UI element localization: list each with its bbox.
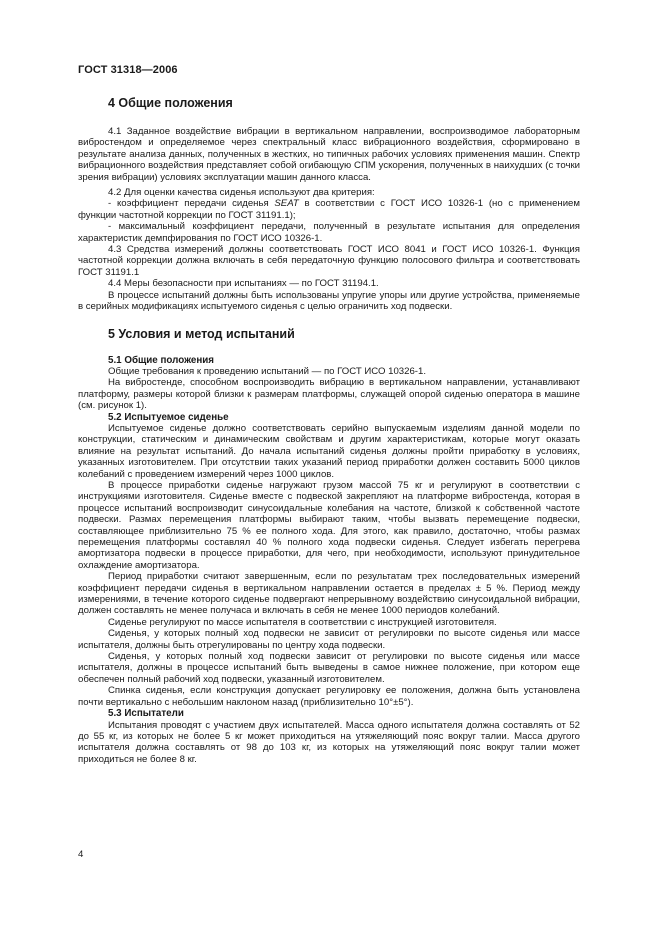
clause-5-2-para-3: Период приработки считают завершенным, если по результатам трех последовательных измерений коэффициент передачи сиденья в вертикальном направлении остается в пределах ± 5 %. Период между измерениями, в течение которого сиденье подвергают непрерывному воздействию синусоидальной вибрации, должен составлять не менее получаса и включать в себя не менее 1000 периодов колебаний. — [78, 571, 580, 617]
clause-5-2-para-2: В процессе приработки сиденье нагружают грузом массой 75 кг и регулируют в соответствии с инструкциями изготовителя. Сиденье вместе с подвеской закрепляют на платформе вибростенда, которая в процессе испытаний воспроизводит синусоидальные колебания на частоте, близкой к собственной частоте подвески. Размах перемещения платформы выбирают таким, чтобы вызвать перемещение подвески, составляющее приблизительно 75 % ее полного хода. Для этого, как правило, достаточно, чтобы размах перемещения платформы составлял 40 % полного хода подвески сиденья. Следует избегать перегрева амортизатора подвески в процессе приработки, для чего, при необходимости, используют принудительное охлаждение амортизатора. — [78, 479, 580, 571]
clause-4-1: 4.1 Заданное воздействие вибрации в вертикальном направлении, воспроизводимое лабораторным вибростендом и определяемое через спектральный класс вибрационного воздействия, сформировано в результате анализа данных, полученных в жестких, но типичных рабочих условиях применения машин. Спектр вибрационного воздействия представляет собой огибающую СПМ ускорения, полученных в наихудших (с точки зрения вибрации) условиях эксплуатации машин данного класса. — [78, 126, 580, 183]
clause-5-1-heading: 5.1 Общие положения — [108, 354, 215, 366]
section-4-heading: 4 Общие положения — [108, 96, 233, 110]
clause-4-2-item-seat — [78, 198, 580, 221]
clause-4-2: 4.2 Для оценки качества сиденья используют два критерия: — [108, 187, 375, 199]
page-number: 4 — [78, 849, 84, 860]
clause-4-2-item-seat-post: в соответствии с ГОСТ ИСО 10326-1 (но с применением функции частотной коррекции по ГОСТ 31191.1); — [78, 198, 580, 221]
document-code-header: ГОСТ 31318—2006 — [78, 64, 178, 76]
clause-5-3-para-1: Испытания проводят с участием двух испытателей. Масса одного испытателя должна составлять от 52 до 55 кг, из которых не более 5 кг может приходиться на утяжеляющий пояс вокруг талии. Масса другого испытателя должна составлять от 98 до 103 кг, из которых на утяжеляющий пояс вокруг талии может приходиться не более 8 кг. — [78, 719, 580, 765]
clause-5-2-para-7: Спинка сиденья, если конструкция допускает регулировку ее положения, должна быть установлена почти вертикально с небольшим наклоном назад (приблизительно 10°±5°). — [78, 685, 580, 708]
clause-4-4: 4.4 Меры безопасности при испытаниях — по ГОСТ 31194.1. — [108, 278, 379, 290]
section-5-heading: 5 Условия и метод испытаний — [108, 326, 295, 341]
clause-5-1-para-1: Общие требования к проведению испытаний — по ГОСТ ИСО 10326-1. — [108, 365, 427, 377]
clause-5-2-heading: 5.2 Испытуемое сиденье — [108, 411, 229, 423]
clause-4-2-item-max: - максимальный коэффициент передачи, полученный в результате испытания для определения характеристик демпфирования по ГОСТ ИСО 10326-1. — [78, 221, 580, 244]
clause-5-2-para-5: Сиденья, у которых полный ход подвески не зависит от регулировки по высоте сиденья или массе испытателя, должны быть отрегулированы по центру хода подвески. — [78, 628, 580, 651]
clause-5-2-para-1: Испытуемое сиденье должно соответствовать серийно выпускаемым изделиям данной модели по конструкции, статическим и динамическим свойствам и другим характеристикам, которые могут оказать влияние на результат испытаний. До начала испытаний сиденья должны пройти приработку в условиях, указанных изготовителем. При отсутствии таких указаний период приработки должен составить 5000 циклов колебаний с проведением измерений через 1000 циклов. — [78, 422, 580, 480]
document-body — [78, 96, 580, 765]
clause-5-1-para-2: На вибростенде, способном воспроизводить вибрацию в вертикальном направлении, устанавливают платформу, размеры которой близки к размерам платформы, служащей опорой сиденью оператора в машине (см. рисунок 1). — [78, 377, 580, 412]
clause-4-4-continued: В процессе испытаний должны быть использованы упругие упоры или другие устройства, применяемые в серийных модификациях испытуемого сиденья с целью ограничить ход подвески. — [78, 289, 580, 313]
clause-4-2-item-seat-pre: - коэффициент передачи сиденья — [108, 198, 275, 210]
seat-term: SEAT — [274, 198, 299, 210]
clause-5-3-heading: 5.3 Испытатели — [108, 708, 184, 720]
clause-4-3: 4.3 Средства измерений должны соответствовать ГОСТ ИСО 8041 и ГОСТ ИСО 10326-1. Функция частотной коррекции должна включать в себя передаточную функцию полосового фильтра и соответствовать ГОСТ 31191.1 — [78, 244, 580, 278]
clause-5-2-para-6: Сиденья, у которых полный ход подвески зависит от регулировки по высоте сиденья или массе испытателя, должны в процессе испытаний быть выведены в самое нижнее положение, при котором еще обеспечен полный рабочий ход подвески, указанный изготовителем. — [78, 651, 580, 685]
clause-5-2-para-4: Сиденье регулируют по массе испытателя в соответствии с инструкцией изготовителя. — [108, 616, 497, 628]
